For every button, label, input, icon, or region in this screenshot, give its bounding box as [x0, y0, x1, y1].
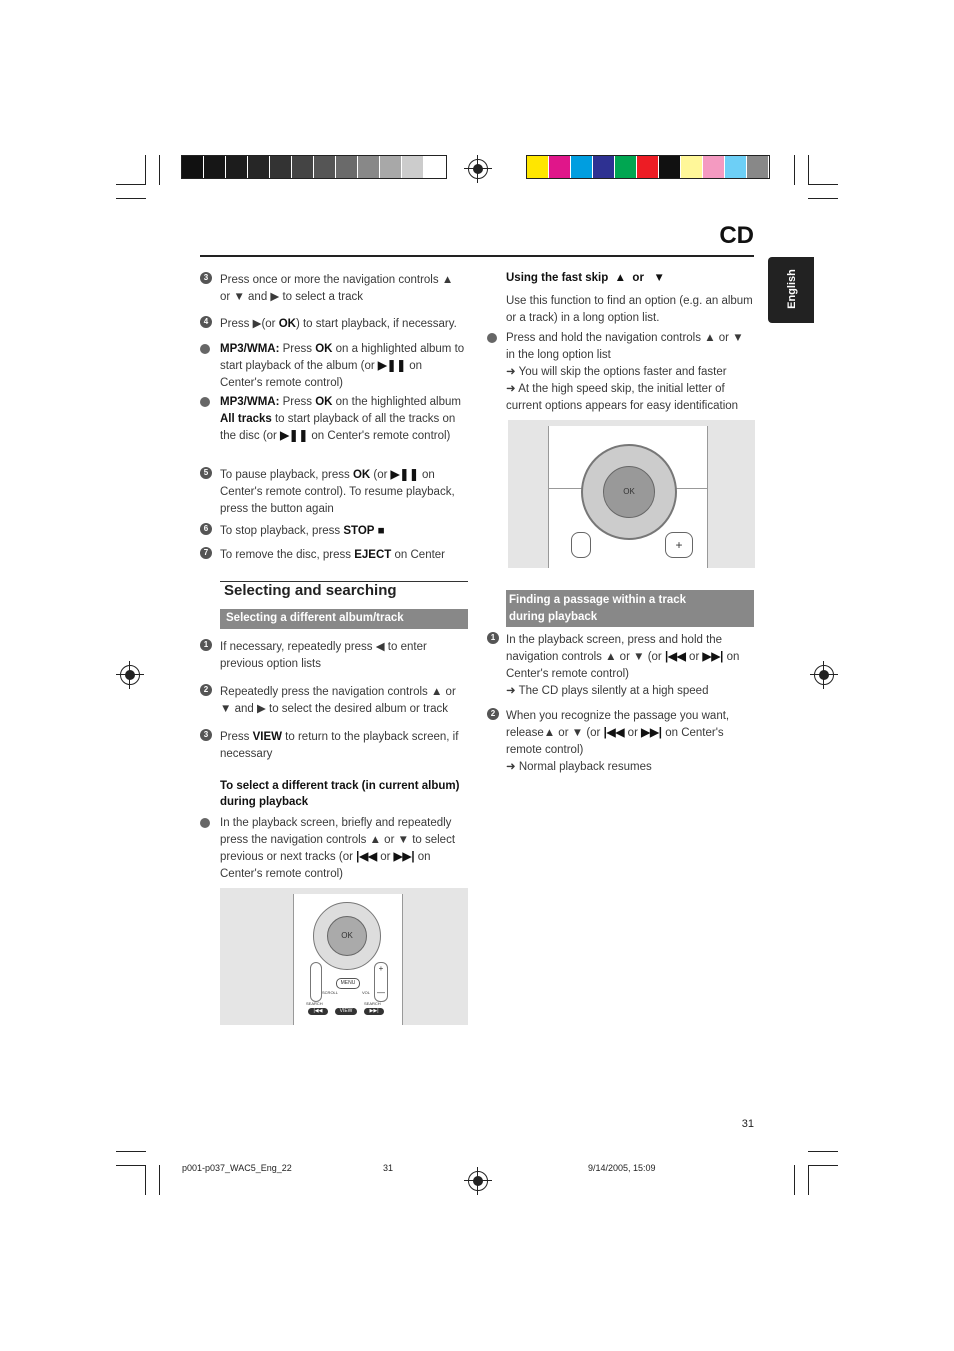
text: to select previous or next tracks (or	[220, 834, 456, 863]
plus-icon: +	[378, 964, 384, 973]
search-right-label: SEARCH	[364, 1001, 381, 1006]
view-label: VIEW	[339, 1008, 353, 1014]
play-pause-icon: ▶❚❚	[280, 430, 309, 442]
page-number: 31	[741, 1118, 754, 1130]
step3-text	[220, 272, 465, 306]
crop-mark	[116, 198, 146, 199]
step5-text	[220, 467, 465, 518]
crop-mark	[808, 1151, 838, 1152]
crop-mark	[116, 184, 146, 185]
section-title: CD	[719, 222, 754, 249]
text: or	[220, 291, 231, 303]
plus-icon: +	[675, 538, 683, 552]
footer-file: p001-p037_WAC5_Eng_22	[182, 1163, 292, 1173]
crop-mark	[145, 155, 146, 185]
text: (or	[644, 651, 665, 663]
player-body	[548, 426, 708, 568]
play-icon: ▶	[252, 318, 262, 330]
text: (or	[583, 727, 604, 739]
crop-mark	[808, 184, 838, 185]
f1-text	[506, 632, 756, 700]
text: or	[715, 332, 733, 344]
previous-icon: |◀◀	[313, 1008, 323, 1014]
mp3-alltracks-text	[220, 394, 465, 445]
ok-label: OK	[315, 343, 333, 355]
stop-icon: ■	[377, 525, 385, 537]
text: and	[248, 291, 268, 303]
registration-mark-left	[120, 665, 140, 685]
result-text: ➜ At the high speed skip, the initial letter of current options appears for easy identification	[506, 383, 739, 412]
next-icon: ▶▶|	[641, 727, 663, 739]
text: In the playback screen, press and hold the navigation controls	[506, 634, 723, 663]
text: on Center's remote control). To resume playback, press the button again	[220, 469, 455, 515]
right-arrow-icon: ▶	[270, 291, 280, 303]
text: on the highlighted album	[332, 396, 461, 408]
previous-icon: |◀◀	[664, 651, 686, 663]
text: on Center's remote control)	[506, 727, 724, 756]
next-button	[364, 1008, 384, 1015]
result-text: ➜ The CD plays silently at a high speed	[506, 685, 709, 697]
crop-mark	[808, 1165, 809, 1195]
text: In the playback screen, briefly and repeatedly press the navigation controls	[220, 817, 452, 846]
step4-text	[220, 316, 470, 333]
text: Press	[220, 318, 253, 330]
remote-body	[293, 894, 403, 1025]
search-left-label: SEARCH	[306, 1001, 323, 1006]
mp3-album-text	[220, 341, 465, 392]
subsection-bar-label: Selecting a different album/track	[226, 612, 404, 624]
bullet	[200, 818, 210, 828]
registration-mark-bottom	[468, 1171, 488, 1191]
crop-mark	[794, 1165, 795, 1195]
text: or	[442, 686, 456, 698]
text: to start playback of all the tracks on the disc (or	[220, 413, 456, 442]
prev-button	[308, 1008, 328, 1015]
language-tab-label: English	[786, 269, 798, 309]
f2-text	[506, 708, 754, 776]
player-illustration	[508, 420, 755, 568]
step6-text	[220, 523, 465, 540]
section-heading: Selecting and searching	[224, 582, 397, 599]
crop-mark	[116, 1151, 146, 1152]
subsection-bar	[220, 609, 468, 629]
crop-mark	[116, 1165, 146, 1166]
crop-mark	[808, 1165, 838, 1166]
ok-button	[327, 916, 367, 956]
next-icon: ▶▶|	[702, 651, 724, 663]
text: to select the desired album or track	[265, 703, 448, 715]
registration-mark-right	[814, 665, 834, 685]
text: Press	[220, 731, 253, 743]
view-label: VIEW	[252, 731, 282, 743]
text: or	[377, 851, 394, 863]
scroll-button	[310, 962, 322, 1002]
text: Press and hold the navigation controls	[506, 332, 705, 344]
play-pause-icon: ▶❚❚	[377, 360, 407, 372]
up-arrow-icon: ▲	[614, 272, 627, 284]
previous-icon: |◀◀	[603, 727, 625, 739]
previous-icon: |◀◀	[356, 851, 378, 863]
text: Repeatedly press the navigation controls	[220, 686, 431, 698]
text: (or	[261, 318, 279, 330]
step-number: 4	[200, 316, 212, 328]
crop-mark	[808, 155, 809, 185]
text: Using the fast skip	[506, 272, 609, 284]
text: or	[632, 272, 644, 284]
bullet	[200, 397, 210, 407]
subheading: To select a different track (in current album) during playback	[220, 780, 460, 808]
footer-date: 9/14/2005, 15:09	[588, 1163, 656, 1173]
bullet	[487, 333, 497, 343]
text: on a highlighted album to start playback of the album (or	[220, 343, 465, 372]
text: or	[685, 651, 703, 663]
minus-icon: —	[377, 988, 385, 997]
eject-label: EJECT	[354, 549, 392, 561]
down-arrow-icon: ▼	[233, 291, 245, 303]
eject-button	[571, 532, 591, 558]
text: on Center's remote control)	[506, 651, 740, 680]
s3-text	[220, 729, 470, 763]
text: or	[616, 651, 634, 663]
text: on Center's remote control)	[308, 430, 451, 442]
fast-skip-title	[506, 272, 665, 284]
gray-calibration-strip	[181, 155, 447, 179]
text: on Center's remote control)	[220, 851, 431, 880]
text: Press	[279, 343, 316, 355]
bullet	[200, 344, 210, 354]
step-number: 6	[200, 523, 212, 535]
registration-mark-top	[468, 159, 488, 179]
color-calibration-strip	[526, 155, 770, 179]
ok-label: OK	[278, 318, 296, 330]
up-arrow-icon: ▲	[430, 686, 443, 698]
text: or	[624, 727, 642, 739]
fast-skip-bullet	[506, 330, 754, 415]
step-number: 1	[487, 632, 499, 644]
up-arrow-icon: ▲	[605, 651, 617, 663]
ok-label: OK	[315, 396, 333, 408]
remote-control-illustration	[220, 888, 468, 1025]
ok-label: OK	[341, 931, 353, 940]
step-number: 3	[200, 272, 212, 284]
down-arrow-icon: ▼	[571, 727, 584, 739]
down-arrow-icon: ▼	[653, 272, 665, 284]
bul3-text	[220, 815, 470, 883]
menu-label: MENU	[340, 980, 356, 986]
text: Press	[279, 396, 316, 408]
mp3-label: MP3/WMA:	[220, 396, 280, 408]
volume-button	[374, 962, 388, 1002]
text: and	[231, 703, 257, 715]
text: or	[380, 834, 398, 846]
crop-mark	[808, 198, 838, 199]
ok-label: OK	[352, 469, 371, 481]
text: on Center	[391, 549, 446, 561]
view-button	[335, 1008, 357, 1015]
text: to enter previous option lists	[220, 641, 427, 670]
down-arrow-icon: ▼	[220, 703, 232, 715]
s1-text	[220, 639, 460, 673]
menu-button	[336, 978, 360, 989]
down-arrow-icon: ▼	[397, 834, 409, 846]
left-arrow-icon: ◀	[375, 641, 385, 653]
play-pause-icon: ▶❚❚	[390, 469, 419, 481]
crop-mark	[145, 1165, 146, 1195]
crop-mark	[159, 1165, 160, 1195]
text: To remove the disc, press	[220, 549, 355, 561]
down-arrow-icon: ▼	[633, 651, 645, 663]
all-tracks-label: All tracks	[220, 413, 272, 425]
vol-label: VOL	[362, 990, 371, 995]
stop-label: STOP	[343, 525, 375, 537]
crop-mark	[159, 155, 160, 185]
footer-page: 31	[383, 1163, 394, 1173]
text: Press once or more the navigation controls	[220, 274, 442, 286]
s2-text	[220, 684, 470, 718]
text: To stop playback, press	[220, 525, 344, 537]
up-arrow-icon: ▲	[369, 834, 381, 846]
up-arrow-icon: ▲	[704, 332, 716, 344]
fast-skip-body: Use this function to find an option (e.g. an album or a track) in a long option list.	[506, 295, 753, 324]
result-text: ➜ You will skip the options faster and faster	[506, 366, 727, 378]
scroll-label: SCROLL	[322, 990, 339, 995]
text: or	[555, 727, 572, 739]
step-number: 2	[487, 708, 499, 720]
text: To pause playback, press	[220, 469, 353, 481]
right-arrow-icon: ▶	[256, 703, 266, 715]
text: on Center's remote control)	[220, 360, 423, 389]
result-text: ➜ Normal playback resumes	[506, 761, 652, 773]
step-number: 5	[200, 467, 212, 479]
text: to return to the playback screen, if necessary	[220, 731, 459, 760]
ok-button	[603, 466, 655, 518]
mp3-label: MP3/WMA:	[220, 343, 280, 355]
ok-label: OK	[623, 487, 635, 496]
text: ) to start playback, if necessary.	[295, 318, 457, 330]
subsection-bar-label: Finding a passage within a track during playback	[509, 594, 687, 623]
volume-plus-button	[665, 532, 693, 558]
language-tab	[768, 257, 814, 323]
step-number: 3	[200, 729, 212, 741]
text: (or	[370, 469, 391, 481]
down-arrow-icon: ▼	[732, 332, 744, 344]
text: in the long option list	[506, 349, 611, 361]
header-rule	[200, 255, 754, 257]
text: If necessary, repeatedly press	[220, 641, 376, 653]
step7-text	[220, 547, 465, 564]
text: When you recognize the passage you want, release	[506, 710, 730, 739]
step-number: 1	[200, 639, 212, 651]
next-icon: ▶▶|	[393, 851, 415, 863]
step-number: 2	[200, 684, 212, 696]
text: to select a track	[282, 291, 364, 303]
step-number: 7	[200, 547, 212, 559]
up-arrow-icon: ▲	[441, 274, 454, 286]
subsection-bar	[506, 590, 754, 627]
up-arrow-icon: ▲	[543, 727, 556, 739]
next-icon: ▶▶|	[369, 1008, 379, 1014]
crop-mark	[794, 155, 795, 185]
